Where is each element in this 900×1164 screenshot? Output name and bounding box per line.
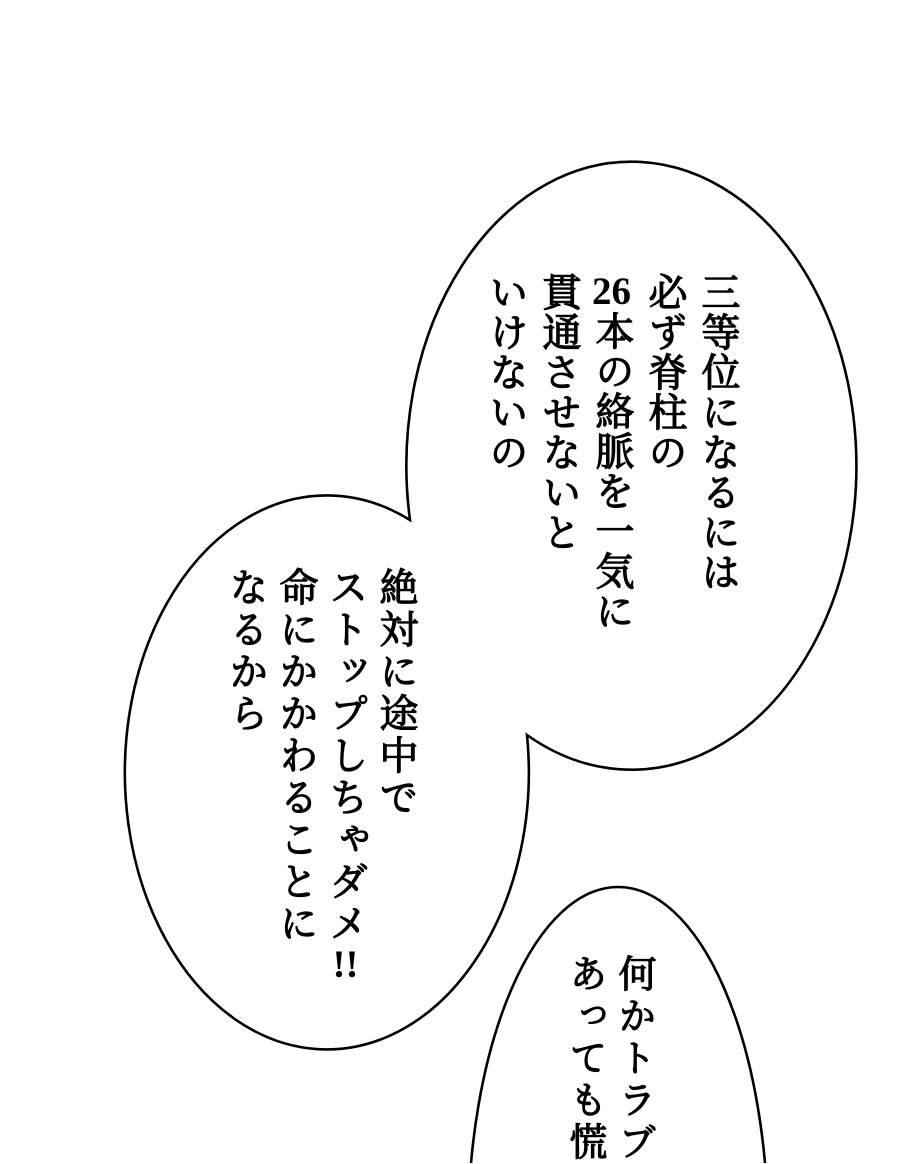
text-line: 絶対に途中で (374, 567, 417, 819)
tatechuyoko-number: 26 (592, 272, 631, 311)
tatechuyoko-double-bang: !! (332, 945, 359, 984)
speech-text-bottom (559, 954, 657, 1164)
speech-text-top-right (479, 272, 744, 631)
text-line: 何かトラブ (612, 954, 654, 1164)
text-line: 三等位になるには (696, 272, 739, 592)
text-line: いけないの (484, 272, 527, 472)
text-line: なるから (224, 567, 267, 735)
text-line-main: ストップしちゃダメ (324, 567, 367, 945)
speech-text-middle-left (220, 567, 420, 984)
text-line (320, 567, 370, 984)
text-line: 必ず脊柱の (643, 272, 686, 472)
text-line: 命にかかわることに (274, 567, 317, 945)
text-line-rest: 本の絡脈を一気に (590, 311, 633, 631)
text-line: 貫通させないと (537, 272, 580, 552)
text-line: あっても慌 (563, 954, 605, 1164)
text-line (585, 272, 638, 631)
